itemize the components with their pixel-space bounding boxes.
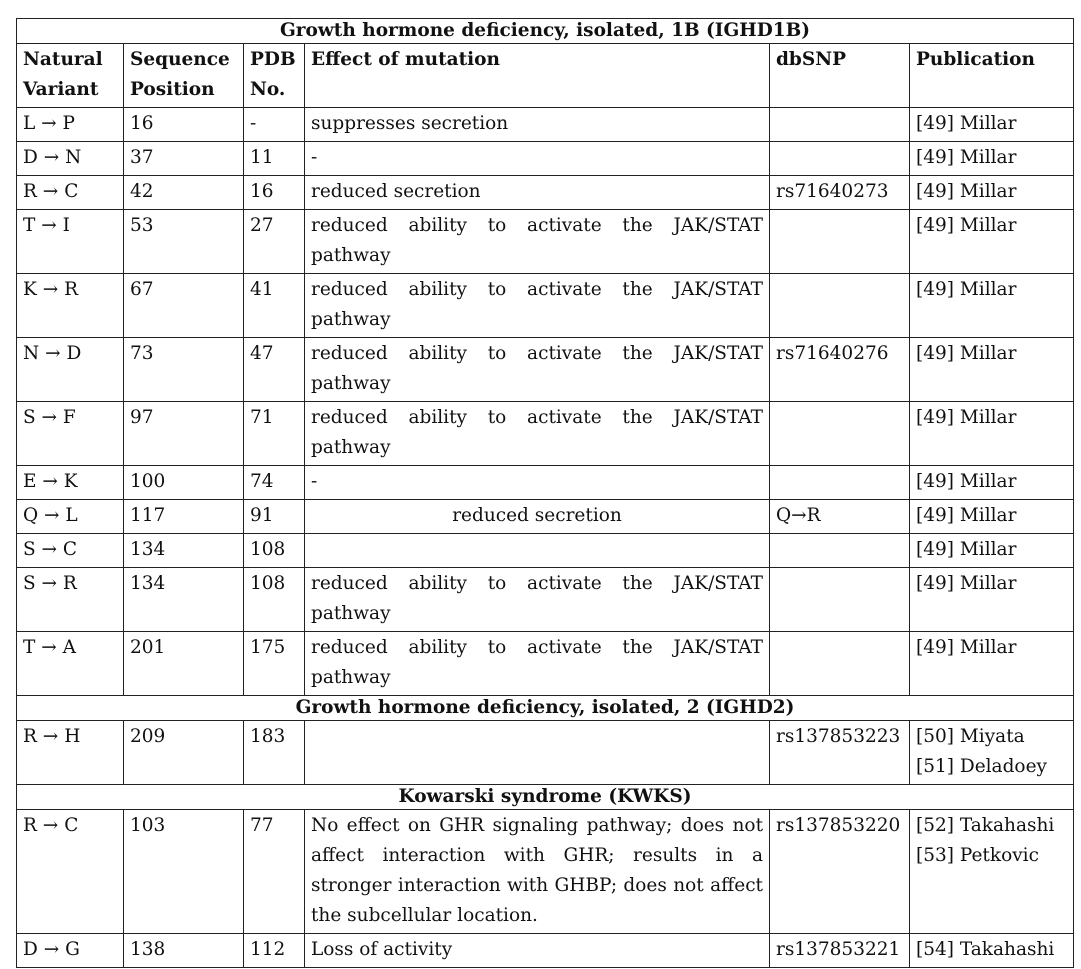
cell-effect: reduced ability to activate the JAK/STAT pathway xyxy=(305,210,770,274)
publication-ref: [49] Millar xyxy=(916,113,1017,134)
cell-pdb: 108 xyxy=(244,568,305,632)
cell-dbsnp xyxy=(770,534,910,568)
table-row xyxy=(17,108,1074,142)
cell-publication xyxy=(910,466,1074,500)
cell-position: 16 xyxy=(124,108,244,142)
cell-publication xyxy=(910,108,1074,142)
cell-pdb: 47 xyxy=(244,338,305,402)
table-row xyxy=(17,466,1074,500)
header-pdb-no-line1: PDB xyxy=(250,49,296,70)
cell-publication xyxy=(910,632,1074,696)
cell-position: 103 xyxy=(124,810,244,934)
cell-publication xyxy=(910,402,1074,466)
section-title: Growth hormone deficiency, isolated, 2 (IGHD2) xyxy=(17,696,1074,721)
cell-dbsnp xyxy=(770,632,910,696)
cell-effect: reduced secretion xyxy=(305,176,770,210)
table-row xyxy=(17,338,1074,402)
publication-ref: [49] Millar xyxy=(916,215,1017,236)
table-row xyxy=(17,534,1074,568)
cell-position: 117 xyxy=(124,500,244,534)
header-effect: Effect of mutation xyxy=(305,44,770,108)
publication-ref: [49] Millar xyxy=(916,279,1017,300)
cell-effect: reduced ability to activate the JAK/STAT pathway xyxy=(305,274,770,338)
cell-variant: E → K xyxy=(17,466,124,500)
cell-publication xyxy=(910,274,1074,338)
publication-ref: [49] Millar xyxy=(916,181,1017,202)
cell-position: 100 xyxy=(124,466,244,500)
header-dbsnp: dbSNP xyxy=(770,44,910,108)
cell-position: 134 xyxy=(124,534,244,568)
cell-variant: S → F xyxy=(17,402,124,466)
cell-effect: reduced secretion xyxy=(305,500,770,534)
cell-pdb: 183 xyxy=(244,721,305,785)
cell-publication xyxy=(910,500,1074,534)
cell-publication xyxy=(910,934,1074,968)
cell-variant: T → A xyxy=(17,632,124,696)
cell-publication xyxy=(910,176,1074,210)
header-natural-variant-line1: Natural xyxy=(23,49,103,70)
section-header-row xyxy=(17,19,1074,44)
table-body xyxy=(17,19,1074,968)
header-sequence-position-line1: Sequence xyxy=(130,49,230,70)
cell-pdb: 11 xyxy=(244,142,305,176)
table-row xyxy=(17,632,1074,696)
cell-variant: R → C xyxy=(17,810,124,934)
cell-pdb: 16 xyxy=(244,176,305,210)
cell-effect: reduced ability to activate the JAK/STAT pathway xyxy=(305,402,770,466)
cell-effect: reduced ability to activate the JAK/STAT pathway xyxy=(305,632,770,696)
cell-publication xyxy=(910,810,1074,934)
cell-dbsnp: rs137853221 xyxy=(770,934,910,968)
cell-effect: No effect on GHR signaling pathway; does not affect interaction with GHR; results in a stronger interaction with GHBP; does not affect the subcellular location. xyxy=(305,810,770,934)
cell-effect xyxy=(305,721,770,785)
cell-dbsnp xyxy=(770,274,910,338)
cell-position: 67 xyxy=(124,274,244,338)
cell-variant: K → R xyxy=(17,274,124,338)
cell-dbsnp: rs71640276 xyxy=(770,338,910,402)
publication-ref: [53] Petkovic xyxy=(916,845,1039,866)
cell-publication xyxy=(910,721,1074,785)
cell-dbsnp: rs137853220 xyxy=(770,810,910,934)
cell-pdb: 41 xyxy=(244,274,305,338)
cell-position: 138 xyxy=(124,934,244,968)
header-pdb-no-line2: No. xyxy=(250,79,286,100)
cell-variant: D → N xyxy=(17,142,124,176)
table-row xyxy=(17,274,1074,338)
cell-variant: R → H xyxy=(17,721,124,785)
cell-publication xyxy=(910,142,1074,176)
cell-publication xyxy=(910,210,1074,274)
cell-effect: Loss of activity xyxy=(305,934,770,968)
publication-ref: [49] Millar xyxy=(916,407,1017,428)
publication-ref: [51] Deladoey xyxy=(916,756,1047,777)
cell-dbsnp: rs71640273 xyxy=(770,176,910,210)
cell-effect xyxy=(305,534,770,568)
cell-pdb: 91 xyxy=(244,500,305,534)
cell-variant: R → C xyxy=(17,176,124,210)
table-row xyxy=(17,210,1074,274)
header-natural-variant xyxy=(17,44,124,108)
table-row xyxy=(17,568,1074,632)
table-row xyxy=(17,810,1074,934)
header-sequence-position xyxy=(124,44,244,108)
cell-variant: S → C xyxy=(17,534,124,568)
mutation-table xyxy=(16,18,1074,968)
cell-effect: reduced ability to activate the JAK/STAT pathway xyxy=(305,568,770,632)
cell-publication xyxy=(910,338,1074,402)
cell-variant: T → I xyxy=(17,210,124,274)
publication-ref: [54] Takahashi xyxy=(916,939,1055,960)
section-header-row xyxy=(17,696,1074,721)
cell-publication xyxy=(910,534,1074,568)
section-title: Kowarski syndrome (KWKS) xyxy=(17,785,1074,810)
publication-ref: [49] Millar xyxy=(916,539,1017,560)
cell-pdb: 112 xyxy=(244,934,305,968)
cell-variant: S → R xyxy=(17,568,124,632)
cell-pdb: 27 xyxy=(244,210,305,274)
cell-effect: - xyxy=(305,142,770,176)
cell-effect: reduced ability to activate the JAK/STAT pathway xyxy=(305,338,770,402)
cell-dbsnp xyxy=(770,142,910,176)
header-natural-variant-line2: Variant xyxy=(23,79,99,100)
publication-ref: [49] Millar xyxy=(916,573,1017,594)
cell-dbsnp: rs137853223 xyxy=(770,721,910,785)
cell-dbsnp xyxy=(770,466,910,500)
header-publication: Publication xyxy=(910,44,1074,108)
cell-position: 201 xyxy=(124,632,244,696)
publication-ref: [49] Millar xyxy=(916,471,1017,492)
cell-dbsnp xyxy=(770,402,910,466)
cell-pdb: - xyxy=(244,108,305,142)
cell-dbsnp xyxy=(770,108,910,142)
section-title: Growth hormone deficiency, isolated, 1B (IGHD1B) xyxy=(17,19,1074,44)
cell-pdb: 108 xyxy=(244,534,305,568)
publication-ref: [49] Millar xyxy=(916,637,1017,658)
cell-position: 42 xyxy=(124,176,244,210)
table-row xyxy=(17,934,1074,968)
table-row xyxy=(17,176,1074,210)
table-row xyxy=(17,142,1074,176)
publication-ref: [50] Miyata xyxy=(916,726,1025,747)
table-row xyxy=(17,500,1074,534)
publication-ref: [52] Takahashi xyxy=(916,815,1055,836)
header-sequence-position-line2: Position xyxy=(130,79,215,100)
cell-dbsnp xyxy=(770,568,910,632)
table-row xyxy=(17,721,1074,785)
table-row xyxy=(17,402,1074,466)
section-header-row xyxy=(17,785,1074,810)
cell-pdb: 175 xyxy=(244,632,305,696)
cell-position: 73 xyxy=(124,338,244,402)
cell-position: 53 xyxy=(124,210,244,274)
cell-pdb: 71 xyxy=(244,402,305,466)
cell-publication xyxy=(910,568,1074,632)
cell-position: 37 xyxy=(124,142,244,176)
cell-position: 97 xyxy=(124,402,244,466)
cell-dbsnp xyxy=(770,210,910,274)
cell-pdb: 77 xyxy=(244,810,305,934)
cell-pdb: 74 xyxy=(244,466,305,500)
cell-position: 134 xyxy=(124,568,244,632)
publication-ref: [49] Millar xyxy=(916,505,1017,526)
cell-variant: D → G xyxy=(17,934,124,968)
cell-position: 209 xyxy=(124,721,244,785)
cell-variant: N → D xyxy=(17,338,124,402)
cell-effect: suppresses secretion xyxy=(305,108,770,142)
publication-ref: [49] Millar xyxy=(916,147,1017,168)
cell-effect: - xyxy=(305,466,770,500)
cell-variant: Q → L xyxy=(17,500,124,534)
cell-dbsnp: Q→R xyxy=(770,500,910,534)
cell-variant: L → P xyxy=(17,108,124,142)
header-pdb-no xyxy=(244,44,305,108)
publication-ref: [49] Millar xyxy=(916,343,1017,364)
column-header-row xyxy=(17,44,1074,108)
